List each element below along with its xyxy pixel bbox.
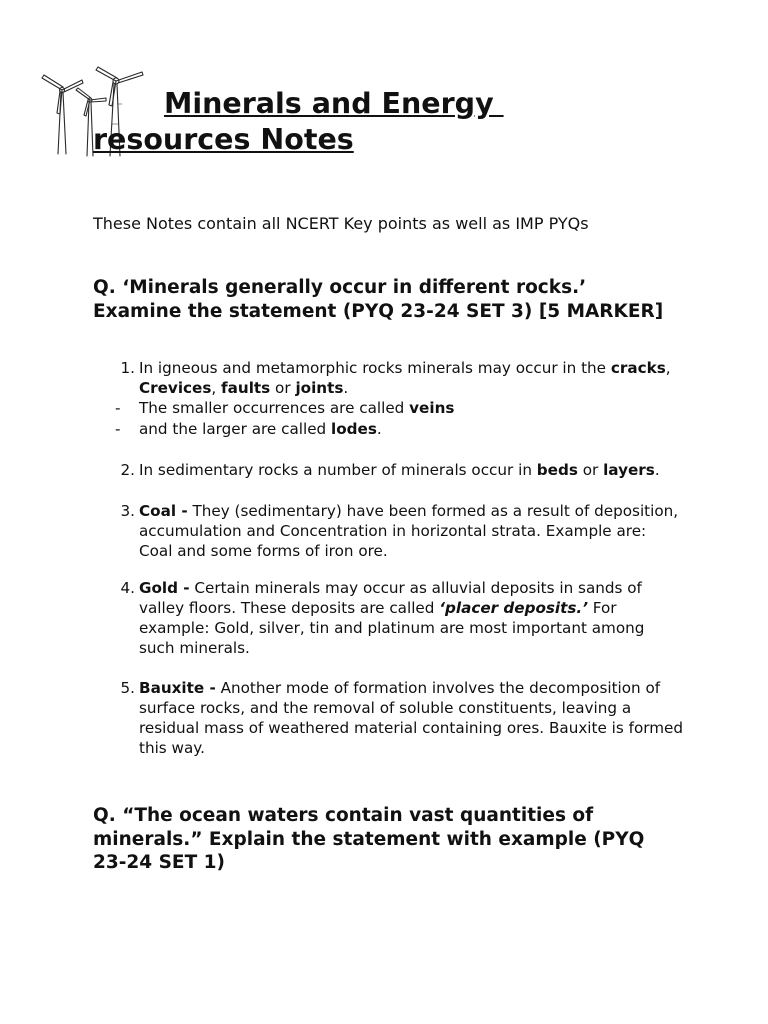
- term-coal: Coal -: [139, 502, 188, 520]
- list-item-2: [120, 460, 684, 480]
- item-2-number: 2.: [120, 461, 135, 479]
- term-veins: veins: [409, 399, 455, 417]
- sep: or: [270, 379, 296, 397]
- item-3-text: They (sedimentary) have been formed as a result of deposition, accumulation and Concentration in horizontal strata. Example are: Coal and some forms of iron ore.: [139, 502, 679, 560]
- term-cracks: cracks: [610, 359, 666, 377]
- sep: .: [376, 420, 382, 438]
- dash-2-text: and the larger are called: [139, 420, 332, 438]
- term-gold: Gold -: [139, 579, 190, 597]
- term-faults: faults: [221, 379, 271, 397]
- item-4-text-2: For example: Gold, silver, tin and platinum are most important among such minerals.: [139, 599, 645, 657]
- list-item-4: [120, 578, 684, 658]
- question-2-heading: Q. “The ocean waters contain vast quantities of minerals.” Explain the statement with example (PYQ 23-24 SET 1): [93, 805, 645, 873]
- term-placer-deposits: ‘placer deposits.’: [439, 599, 588, 617]
- item-1-text: In igneous and metamorphic rocks minerals may occur in the: [139, 359, 611, 377]
- item-5-text: Another mode of formation involves the decomposition of surface rocks, and the removal of soluble constituents, leaving a residual mass of weathered material containing ores. Bauxite is formed this way.: [139, 679, 684, 757]
- list-item-5: [120, 678, 684, 758]
- dash-item-lodes: [115, 419, 684, 439]
- sep: .: [343, 379, 349, 397]
- dash-marker: -: [115, 420, 121, 438]
- list-item-1: [120, 358, 684, 398]
- item-5-number: 5.: [120, 679, 135, 697]
- sep: ,: [211, 379, 222, 397]
- term-layers: layers: [603, 461, 655, 479]
- list-item-3: [120, 501, 684, 561]
- question-1-heading: Q. ‘Minerals generally occur in different rocks.’ Examine the statement (PYQ 23-24 SET 3) [5 MARKER]: [93, 277, 664, 322]
- term-lodes: lodes: [331, 420, 377, 438]
- title-line-1: Minerals and Energy: [164, 87, 504, 120]
- dash-1-text: The smaller occurrences are called: [139, 399, 410, 417]
- intro-text: These Notes contain all NCERT Key points as well as IMP PYQs: [93, 214, 589, 233]
- dash-item-veins: [115, 398, 684, 418]
- sep: or: [577, 461, 604, 479]
- term-joints: joints: [295, 379, 344, 397]
- sep: ,: [665, 359, 671, 377]
- term-bauxite: Bauxite -: [139, 679, 216, 697]
- dash-marker: -: [115, 399, 121, 417]
- sep: .: [654, 461, 660, 479]
- title-line-2: resources Notes: [93, 123, 354, 156]
- term-crevices: Crevices: [139, 379, 212, 397]
- item-3-number: 3.: [120, 502, 135, 520]
- item-2-text: In sedimentary rocks a number of minerals occur in: [139, 461, 537, 479]
- item-4-number: 4.: [120, 579, 135, 597]
- item-1-number: 1.: [120, 359, 135, 377]
- item-4-text: Certain minerals may occur as alluvial deposits in sands of valley floors. These deposits are called: [139, 579, 642, 617]
- term-beds: beds: [536, 461, 578, 479]
- page-title: [93, 86, 653, 158]
